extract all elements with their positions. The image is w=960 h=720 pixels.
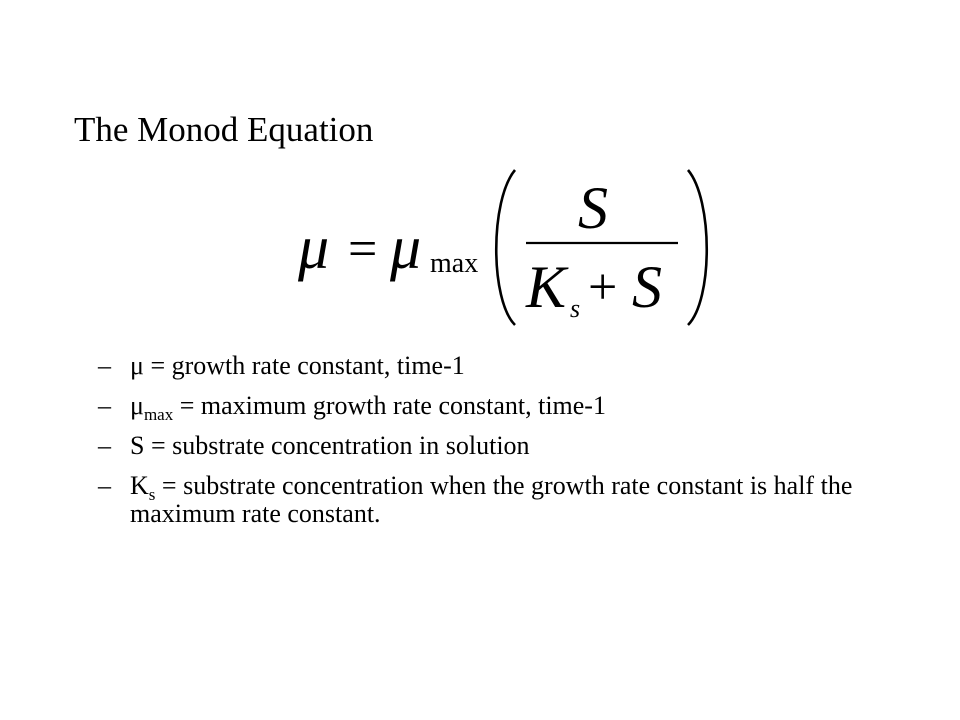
- symbol-k: K: [130, 471, 149, 500]
- monod-equation: [290, 160, 720, 335]
- bullet-dash: –: [98, 431, 111, 460]
- left-parenthesis: [496, 170, 515, 325]
- symbol-s: S: [130, 431, 145, 460]
- equation-lhs-mu: μ: [298, 214, 330, 282]
- definition-text: = substrate concentration in solution: [144, 431, 530, 460]
- denominator-k-subscript: s: [570, 294, 581, 323]
- definition-text: = substrate concentration when the growth rate constant is half the maximum rate constant.: [130, 471, 853, 528]
- denominator-s: S: [632, 254, 662, 320]
- definition-item-ks: [98, 472, 898, 528]
- symbol-mu: μ: [130, 351, 144, 380]
- equation-equals: =: [348, 221, 378, 278]
- definition-item-mu-max: [98, 391, 898, 424]
- symbol-mu: μ: [130, 391, 144, 420]
- equation-mu-max-subscript: max: [430, 248, 479, 279]
- symbol-subscript-s: s: [148, 485, 156, 504]
- bullet-dash: –: [98, 391, 111, 420]
- definition-text: = maximum growth rate constant, time-1: [173, 391, 606, 420]
- definition-text: = growth rate constant, time-1: [143, 351, 465, 380]
- denominator-plus: +: [588, 259, 618, 316]
- definition-item-mu: [98, 352, 898, 380]
- definition-list: [98, 352, 898, 540]
- denominator-k: K: [526, 254, 567, 320]
- right-parenthesis: [688, 170, 707, 325]
- symbol-subscript-max: max: [143, 405, 174, 424]
- definition-item-s: [98, 432, 898, 460]
- bullet-dash: –: [98, 471, 111, 500]
- slide-title: The Monod Equation: [74, 110, 374, 149]
- bullet-dash: –: [98, 351, 111, 380]
- fraction-numerator: S: [578, 175, 608, 241]
- equation-mu-max: μ: [390, 214, 422, 282]
